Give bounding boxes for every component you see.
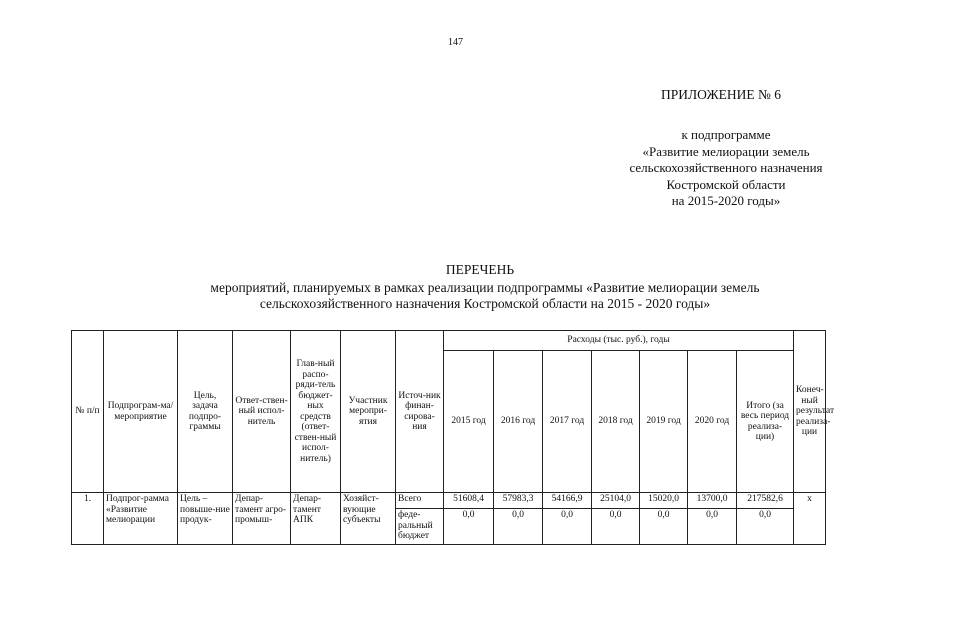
row-main-admin	[291, 493, 341, 545]
appendix-title: ПРИЛОЖЕНИЕ № 6	[660, 87, 782, 102]
header-expenses: Расходы (тыс. руб.), годы	[444, 331, 794, 351]
value-cell: 15020,0	[640, 493, 688, 509]
list-subtitle	[130, 280, 840, 312]
value-cell: 51608,4	[444, 493, 494, 509]
header-main-admin: Глав-ный распо-ряди-тель бюджет-ных средств (ответ-ствен-ный испол-нитель)	[291, 331, 341, 493]
header-year: 2017 год	[543, 351, 592, 493]
row-responsible-text: Депар-тамент агро-промыш-	[235, 494, 287, 525]
value-cell: 57983,3	[494, 493, 543, 509]
value-cell: 0,0	[494, 509, 543, 545]
header-participant: Участник меропри-ятия	[341, 331, 396, 493]
header-source: Источ-ник финан-сирова-ния	[396, 331, 444, 493]
header-responsible: Ответ-ствен-ный испол-нитель	[233, 331, 291, 493]
header-year: 2016 год	[494, 351, 543, 493]
total-cell: 0,0	[737, 509, 794, 545]
row-program-text: Подпрог-рамма «Развитие мелиорации	[106, 494, 169, 525]
appendix-line: «Развитие мелиорации земель	[642, 143, 810, 159]
appendix-line: к подпрограмме	[681, 127, 771, 142]
header-total: Итого (за весь период реализа-ции)	[737, 351, 794, 493]
source-label: Всего	[396, 493, 444, 509]
list-subtitle-line: сельскохозяйственного назначения Костромской области на 2015 - 2020 годы»	[259, 296, 711, 311]
list-title: ПЕРЕЧЕНЬ	[445, 262, 515, 277]
row-num: 1.	[72, 493, 104, 545]
header-year: 2015 год	[444, 351, 494, 493]
value-cell: 0,0	[543, 509, 592, 545]
row-participant	[341, 493, 396, 545]
appendix-line: на 2015-2020 годы»	[671, 193, 781, 208]
header-goal: Цель, задача подпро-граммы	[178, 331, 233, 493]
row-goal	[178, 493, 233, 545]
appendix-subtitle	[596, 127, 856, 210]
row-program	[104, 493, 178, 545]
value-cell: 25104,0	[592, 493, 640, 509]
header-year: 2019 год	[640, 351, 688, 493]
value-cell: 0,0	[688, 509, 737, 545]
list-subtitle-line: мероприятий, планируемых в рамках реализации подпрограммы «Развитие мелиорации земель	[210, 280, 760, 295]
header-result: Конеч-ный результат реализа-ции	[794, 331, 826, 493]
row-goal-text: Цель – повыше-ние продук-	[180, 494, 230, 525]
row-main-admin-text: Депар-тамент АПК	[293, 494, 322, 525]
header-program: Подпрограм-ма/ мероприятие	[104, 331, 178, 493]
total-cell: 217582,6	[737, 493, 794, 509]
header-year: 2018 год	[592, 351, 640, 493]
appendix-line: Костромской области	[666, 176, 786, 192]
value-cell: 0,0	[444, 509, 494, 545]
measures-table	[71, 330, 835, 545]
row-participant-text: Хозяйст-вующие субъекты	[343, 494, 381, 525]
page-number: 147	[448, 37, 463, 48]
row-responsible	[233, 493, 291, 545]
value-cell: 0,0	[592, 509, 640, 545]
value-cell: 54166,9	[543, 493, 592, 509]
value-cell: 13700,0	[688, 493, 737, 509]
appendix-line: сельскохозяйственного назначения	[629, 160, 823, 175]
row-result: х	[794, 493, 826, 545]
header-year: 2020 год	[688, 351, 737, 493]
header-num: № п/п	[72, 331, 104, 493]
value-cell: 0,0	[640, 509, 688, 545]
source-label: феде-ральный бюджет	[396, 509, 444, 545]
